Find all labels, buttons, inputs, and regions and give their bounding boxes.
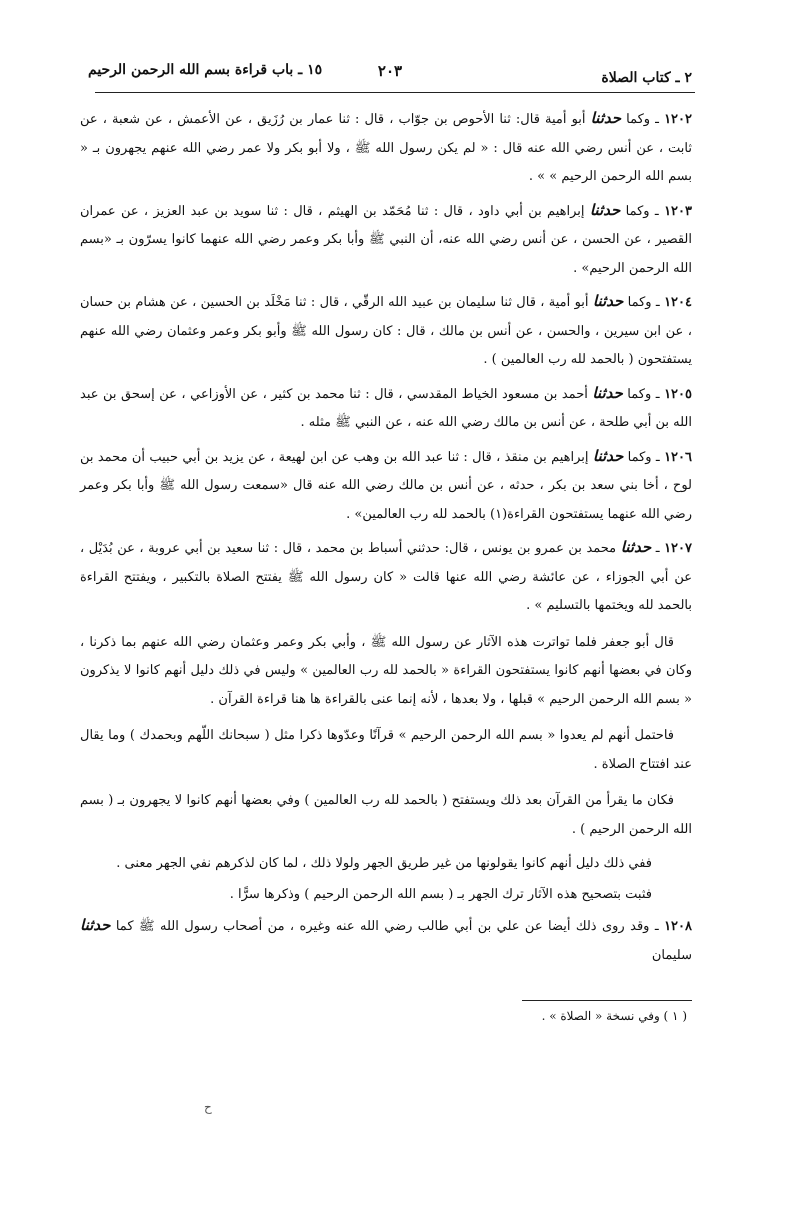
hadith-text: ـ وقد روى ذلك أيضا عن علي بن أبي طالب رضي الله عنه وغيره ، من أصحاب رسول الله ﷺ كما	[115, 919, 659, 934]
commentary-paragraph: فثبت بتصحيح هذه الآثار ترك الجهر بـ ( بسم الله الرحمن الرحيم ) وذكرها سرًّا .	[229, 886, 652, 902]
main-text	[80, 104, 692, 974]
header-rule	[95, 92, 695, 93]
hadith-number: ١٢٠٦	[664, 449, 693, 465]
chapter-title: ٢ ـ كتاب الصلاة	[601, 70, 692, 86]
haddathana-word: حدثنا	[592, 383, 623, 402]
section-title: ١٥ ـ باب قراءة بسم الله الرحمن الرحيم	[88, 62, 323, 78]
hadith-paragraph	[80, 379, 692, 438]
hadith-paragraph	[80, 196, 692, 284]
hadith-number: ١٢٠٣	[664, 203, 692, 219]
haddathana-word: حدثنا	[80, 916, 111, 934]
commentary-paragraph: قال أبو جعفر فلما تواترت هذه الآثار عن رسول الله ﷺ ، وأبي بكر وعمر وعثمان رضي الله عنهم بما ذكرنا ، وكان في بعضها أنهم كانوا يستفتحون القراءة « بالحمد لله رب العالمين » وليس في ذلك دليل أنهم كانوا لا يذكرون « بسم الله الرحمن الرحيم » قبلها ، ولا بعدها ، لأنه إنما عنى بالقراءة ها هنا قراءة القرآن .	[80, 634, 692, 707]
commentary-paragraph: فاحتمل أنهم لم يعدوا « بسم الله الرحمن الرحيم » قرآنًا وعدّوها ذكرا مثل ( سبحانك اللّهم وبحمدك ) وما يقال عند افتتاح الصلاة .	[80, 728, 692, 772]
hadith-paragraph	[80, 533, 692, 621]
hadith-opening: ـ وكما	[625, 203, 659, 219]
hadith-tail: سليمان	[651, 947, 692, 963]
stray-mark: ح	[204, 1100, 212, 1114]
hadith-text: إبراهيم بن منقذ ، قال : ثنا عبد الله بن وهب عن ابن لهيعة ، عن يزيد بن أبي حبيب أن محمد بن لوح ، أخا بني سعد بن بكر ، حدثه ، عن أنس بن مالك رضي الله عنه قال «سمعت رسول الله ﷺ وأبا بكر وعمر رضي الله عنهما يستفتحون القراءة(١) بالحمد لله رب العالمين» .	[80, 449, 692, 522]
haddathana-word: حدثنا	[592, 292, 624, 310]
haddathana-word: حدثنا	[589, 200, 621, 219]
hadith-opening: ـ وكما	[626, 112, 659, 127]
page-header	[88, 62, 692, 88]
hadith-number: ١٢٠٥	[664, 386, 693, 402]
commentary-paragraph: فكان ما يقرأ من القرآن بعد ذلك ويستفتح ( بالحمد لله رب العالمين ) وفي بعضها أنهم كانوا لا يجهرون بـ ( بسم الله الرحمن الرحيم ) .	[80, 793, 692, 837]
hadith-text: أبو أمية ، قال ثنا سليمان بن عبيد الله الرقّي ، قال : ثنا مَخْلَد بن الحسين ، عن هشام بن حسان ، عن ابن سيرين ، والحسن ، عن أنس بن مالك ، قال : كان رسول الله ﷺ وأبو بكر وعمر وعثمان رضي الله عنهم يستفتحون ( بالحمد لله رب العالمين ) .	[80, 295, 692, 367]
hadith-number: ١٢٠٢	[664, 112, 692, 127]
hadith-opening: ـ وكما	[627, 449, 660, 465]
hadith-paragraph	[80, 911, 692, 970]
hadith-text: محمد بن عمرو بن يونس ، قال: حدثني أسباط بن محمد ، قال : ثنا سعيد بن أبي عروبة ، عن بُدَيْل ، عن أبي الجوزاء ، عن عائشة رضي الله عنها قالت « كان رسول الله ﷺ يفتتح الصلاة بالتكبير ، ويفتتح القراءة بالحمد لله ويختمها بالتسليم » .	[80, 541, 692, 613]
hadith-opening: ـ وكما	[627, 386, 660, 402]
hadith-text: أحمد بن مسعود الخياط المقدسي ، قال : ثنا محمد بن كثير ، عن الأوزاعي ، عن إسحق بن عبد الله بن أبي طلحة ، عن أنس بن مالك رضي الله عنه ، عن النبي ﷺ مثله .	[80, 386, 692, 430]
hadith-number: ١٢٠٧	[664, 541, 692, 556]
hadith-number: ١٢٠٨	[664, 919, 693, 934]
footnote: ( ١ ) وفي نسخة « الصلاة » .	[541, 1009, 687, 1023]
hadith-text: أبو أمية قال: ثنا الأحوص بن جوّاب ، قال : ثنا عمار بن رُزَيق ، عن الأعمش ، عن شعبة ، عن ثابت ، عن أنس رضي الله عنه قال : « لم يكن رسول الله ﷺ ، ولا أبو بكر ولا عمر رضي الله عنهم يجهرون بـ « بسم الله الرحمن الرحيم » » .	[80, 112, 692, 184]
hadith-paragraph	[80, 287, 692, 375]
page-number: ٢٠٣	[377, 62, 403, 80]
haddathana-word: حدثنا	[592, 446, 624, 465]
haddathana-word: حدثنا	[620, 538, 652, 556]
hadith-text: إبراهيم بن أبي داود ، قال : ثنا مُحَمّد بن الهيثم ، قال : ثنا سويد بن عبد العزيز ، عن عمران القصير ، عن الحسن ، عن أنس رضي الله عنه، أن النبي ﷺ وأبا بكر وعمر رضي الله عنهما كانوا يسرّون بـ «بسم الله الرحمن الرحيم» .	[80, 203, 692, 276]
hadith-opening: ـ	[655, 541, 660, 556]
hadith-paragraph	[80, 442, 692, 530]
haddathana-word: حدثنا	[590, 109, 622, 127]
hadith-opening: ـ وكما	[627, 295, 660, 310]
hadith-paragraph	[80, 104, 692, 192]
hadith-number: ١٢٠٤	[664, 295, 693, 310]
footnote-separator	[522, 1000, 692, 1001]
commentary-paragraph: ففي ذلك دليل أنهم كانوا يقولونها من غير طريق الجهر ولولا ذلك ، لما كان لذكرهم نفي الجهر معنى .	[116, 856, 652, 871]
